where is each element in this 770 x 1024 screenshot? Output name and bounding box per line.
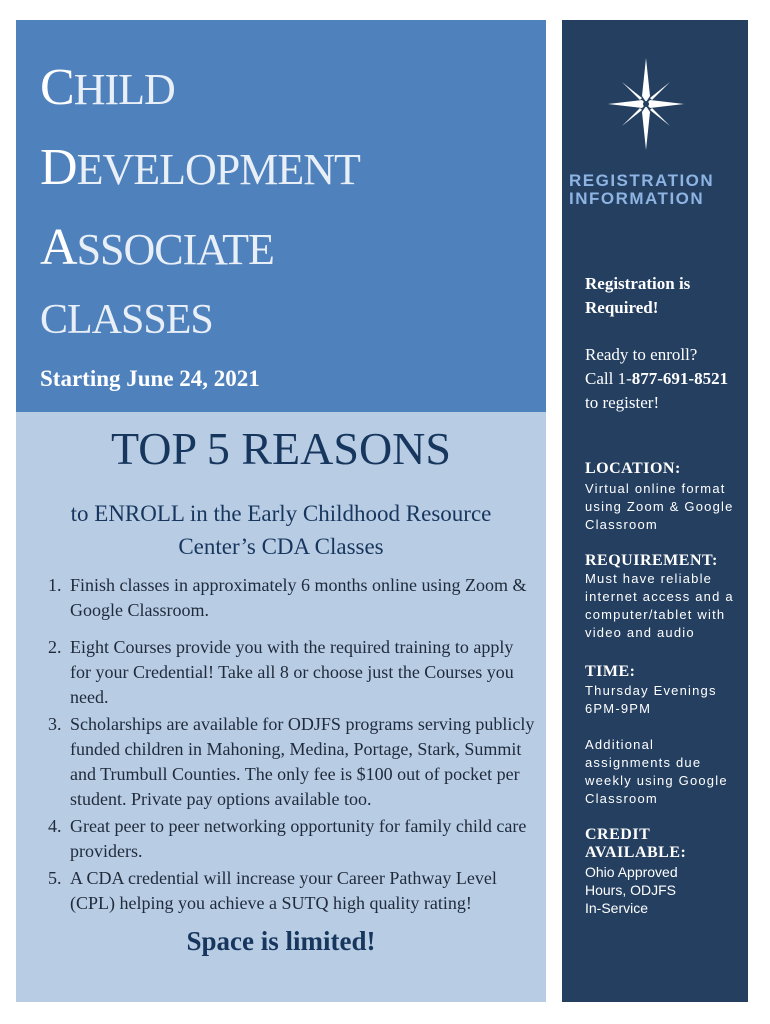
space-limited-note: Space is limited! [186,926,376,956]
reasons-subheading [16,497,546,563]
location-label: LOCATION: [585,460,681,477]
credit-text: Ohio Approved Hours, ODJFS In-Service [585,864,678,916]
reason-number: 3. [48,714,62,734]
title-line-classes [40,296,213,344]
subheading-line: to ENROLL in the Early Childhood Resource [70,501,492,526]
title-rest: CLASSES [40,297,213,343]
title-rest: SSOCIATE [76,225,274,274]
title-initial: C [40,59,74,116]
enroll-line: Ready to enroll? [585,345,698,364]
title-initial: A [40,219,77,276]
heading-line: REGISTRATION [569,171,715,190]
subheading-line: Center’s CDA Classes [178,534,384,559]
reason-item [48,573,538,623]
reason-text: Great peer to peer networking opportunity for family child care providers. [70,816,527,861]
time-text: Thursday Evenings 6PM-9PM [585,683,717,716]
required-line: Registration is [585,274,691,293]
phone-number: 877-691-8521 [631,369,729,388]
reason-item [48,635,538,710]
credit-label-line: CREDIT [585,826,651,843]
time-label: TIME: [585,663,636,680]
reasons-list [48,573,538,918]
title-line-development [40,138,360,197]
reasons-heading: TOP 5 REASONS [111,423,451,474]
requirement-text: Must have reliable internet access and a computer/tablet with video and audio [585,571,734,640]
enroll-line: to register! [585,393,660,412]
title-line-associate [40,218,274,277]
reason-text: Finish classes in approximately 6 months online using Zoom & Google Classroom. [70,575,527,620]
requirement-label: REQUIREMENT: [585,552,718,569]
credit-label-line: AVAILABLE: [585,844,687,861]
reason-number: 1. [48,575,62,595]
phone-line [585,367,745,391]
registration-heading [569,172,747,208]
enroll-info [585,343,745,415]
start-date: Starting June 24, 2021 [40,366,260,391]
phone-prefix: Call 1- [585,369,632,388]
heading-line: INFORMATION [569,189,705,208]
reason-text: Eight Courses provide you with the required training to apply for your Credential! Take all 8 or choose just the Courses you need. [70,637,514,707]
required-line: Required! [585,298,659,317]
registration-required [585,272,745,320]
assignments-text: Additional assignments due weekly using Google Classroom [585,737,728,806]
reason-item [48,814,538,864]
reason-number: 2. [48,637,62,657]
location-text: Virtual online format using Zoom & Google Classroom [585,481,734,532]
title-initial: D [40,139,77,196]
reason-item [48,712,538,812]
title-line-child [40,58,175,117]
reason-text: Scholarships are available for ODJFS programs serving publicly funded children in Mahoning, Medina, Portage, Stark, Summit and Trumbull Counties. The only fee is $100 out of pocket per student. Private pay options available too. [70,714,535,809]
title-rest: HILD [73,65,175,114]
credit-label [585,826,745,862]
star-compass-icon [606,56,686,152]
reason-text: A CDA credential will increase your Career Pathway Level (CPL) helping you achieve a SUTQ high quality rating! [70,868,497,913]
reason-number: 4. [48,816,62,836]
reason-number: 5. [48,868,62,888]
reason-item [48,866,538,916]
title-rest: EVELOPMENT [76,145,360,194]
